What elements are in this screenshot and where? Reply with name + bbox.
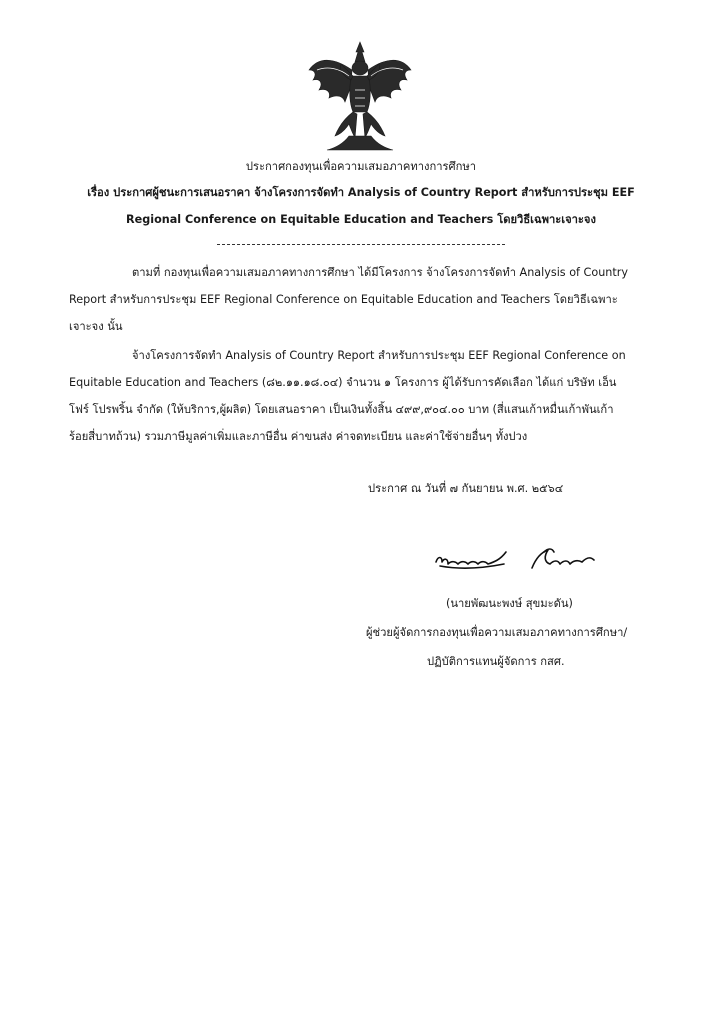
paragraph-1-line-1: ตามที่ กองทุนเพื่อความเสมอภาคทางการศึกษา ได้มีโครงการ จ้างโครงการจัดทำ Analysis of Country <box>132 266 628 279</box>
paragraph-1-line-2: Report สำหรับการประชุม EEF Regional Conference on Equitable Education and Teachers โดยวิธีเฉพาะ <box>69 293 618 306</box>
subject-line-1: เรื่อง ประกาศผู้ชนะการเสนอราคา จ้างโครงการจัดทำ Analysis of Country Report สำหรับการประชุม EEF <box>87 186 635 199</box>
paragraph-2-line-4: ร้อยสี่บาทถ้วน) รวมภาษีมูลค่าเพิ่มและภาษีอื่น ค่าขนส่ง ค่าจดทะเบียน และค่าใช้จ่ายอื่นๆ ทั้งปวง <box>69 430 528 443</box>
announcement-date: ประกาศ ณ วันที่ ๗ กันยายน พ.ศ. ๒๕๖๔ <box>368 482 564 495</box>
signatory-name: (นายพัฒนะพงษ์ สุขมะดัน) <box>446 597 573 610</box>
office-title: ประกาศกองทุนเพื่อความเสมอภาคทางการศึกษา <box>245 160 477 173</box>
subject-line-2: Regional Conference on Equitable Education and Teachers โดยวิธีเฉพาะเจาะจง <box>126 213 596 226</box>
signatory-position-line-2: ปฏิบัติการแทนผู้จัดการ กสศ. <box>427 655 565 668</box>
paragraph-1-line-3: เจาะจง นั้น <box>69 320 123 333</box>
garuda-emblem-icon <box>305 40 415 152</box>
paragraph-2-line-3: โฟร์ โปรพริ้น จำกัด (ให้บริการ,ผู้ผลิต) โดยเสนอราคา เป็นเงินทั้งสิ้น ๔๙๙,๙๐๔.๐๐ บาท (สี่แสนเก้าหมื่นเก้าพันเก้า <box>69 403 614 416</box>
header-divider <box>217 244 505 245</box>
paragraph-2-line-1: จ้างโครงการจัดทำ Analysis of Country Report สำหรับการประชุม EEF Regional Conference on <box>132 349 626 362</box>
handwritten-signature <box>432 538 598 578</box>
signatory-position-line-1: ผู้ช่วยผู้จัดการกองทุนเพื่อความเสมอภาคทางการศึกษา/ <box>366 626 628 639</box>
paragraph-2-line-2: Equitable Education and Teachers (๘๒.๑๑.๑๘.๐๔) จำนวน ๑ โครงการ ผู้ได้รับการคัดเลือก ได้แก่ บริษัท เอ็น <box>69 376 617 389</box>
